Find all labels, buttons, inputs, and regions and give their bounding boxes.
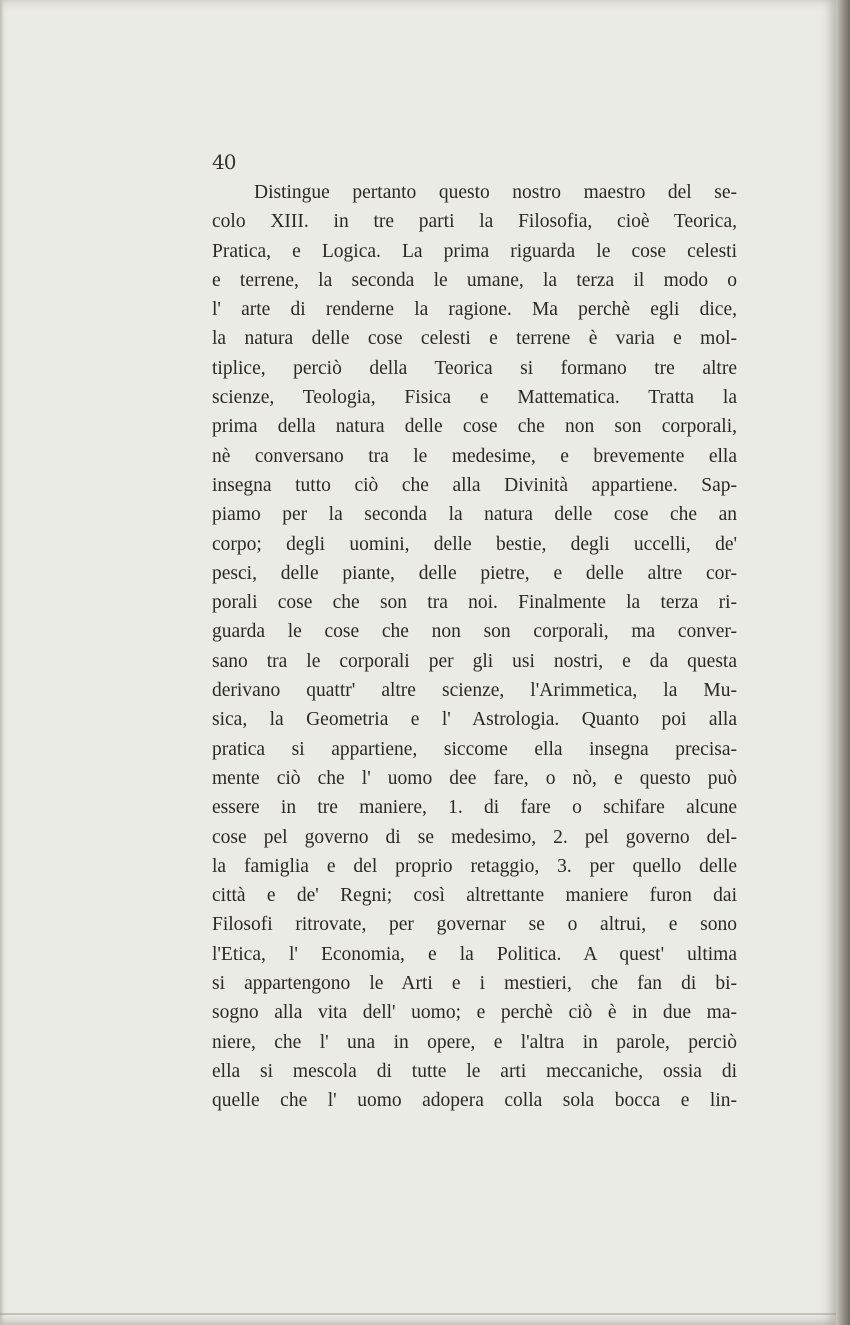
text-line: pesci, delle piante, delle pietre, e delle altre cor- <box>212 562 737 584</box>
text-line: nè conversano tra le medesime, e brevemente ella <box>212 445 737 467</box>
text-line: si appartengono le Arti e i mestieri, che fan di bi- <box>212 973 737 995</box>
text-line: sica, la Geometria e l' Astrologia. Quanto poi alla <box>212 709 737 731</box>
text-line: prima della natura delle cose che non son corporali, <box>212 416 737 438</box>
page-left-shadow <box>0 0 4 1325</box>
text-line: niere, che l' una in opere, e l'altra in parole, perciò <box>212 1031 737 1053</box>
page-number: 40 <box>212 150 236 174</box>
text-line: sogno alla vita dell' uomo; e perchè ciò è in due ma- <box>212 1002 737 1024</box>
text-line: Filosofi ritrovate, per governar se o altrui, e sono <box>212 914 737 936</box>
text-line: guarda le cose che non son corporali, ma conver- <box>212 621 737 643</box>
text-line: l'Etica, l' Economia, e la Politica. A quest' ultima <box>212 943 737 965</box>
text-line: scienze, Teologia, Fisica e Mattematica. Tratta la <box>212 387 737 409</box>
text-line: mente ciò che l' uomo dee fare, o nò, e questo può <box>212 767 737 789</box>
text-line: insegna tutto ciò che alla Divinità appartiene. Sap- <box>212 474 737 496</box>
text-line: Pratica, e Logica. La prima riguarda le cose celesti <box>212 240 737 262</box>
text-line: porali cose che son tra noi. Finalmente la terza ri- <box>212 592 737 614</box>
body-text <box>212 178 737 1116</box>
text-line: l' arte di renderne la ragione. Ma perchè egli dice, <box>212 299 737 321</box>
text-line: derivano quattr' altre scienze, l'Arimmetica, la Mu- <box>212 680 737 702</box>
text-line: sano tra le corporali per gli usi nostri, e da questa <box>212 650 737 672</box>
text-line: colo XIII. in tre parti la Filosofia, cioè Teorica, <box>212 211 737 233</box>
text-line: ella si mescola di tutte le arti meccaniche, ossia di <box>212 1060 737 1082</box>
page-bottom-fold <box>0 1313 836 1315</box>
text-line: essere in tre maniere, 1. di fare o schifare alcune <box>212 797 737 819</box>
text-line: cose pel governo di se medesimo, 2. pel governo del- <box>212 826 737 848</box>
text-line: tiplice, perciò della Teorica si formano tre altre <box>212 357 737 379</box>
text-line: quelle che l' uomo adopera colla sola bocca e lin- <box>212 1090 737 1112</box>
text-line: la natura delle cose celesti e terrene è varia e mol- <box>212 328 737 350</box>
text-line: Distingue pertanto questo nostro maestro del se- <box>254 182 737 203</box>
text-line: piamo per la seconda la natura delle cose che an <box>212 504 737 526</box>
text-line: città e de' Regni; così altrettante maniere furon dai <box>212 885 737 907</box>
text-line: e terrene, la seconda le umane, la terza il modo o <box>212 269 737 291</box>
text-line: corpo; degli uomini, delle bestie, degli uccelli, de' <box>212 533 737 555</box>
text-line: la famiglia e del proprio retaggio, 3. per quello delle <box>212 855 737 877</box>
page-edge <box>836 0 850 1325</box>
text-line: pratica si appartiene, siccome ella insegna precisa- <box>212 738 737 760</box>
